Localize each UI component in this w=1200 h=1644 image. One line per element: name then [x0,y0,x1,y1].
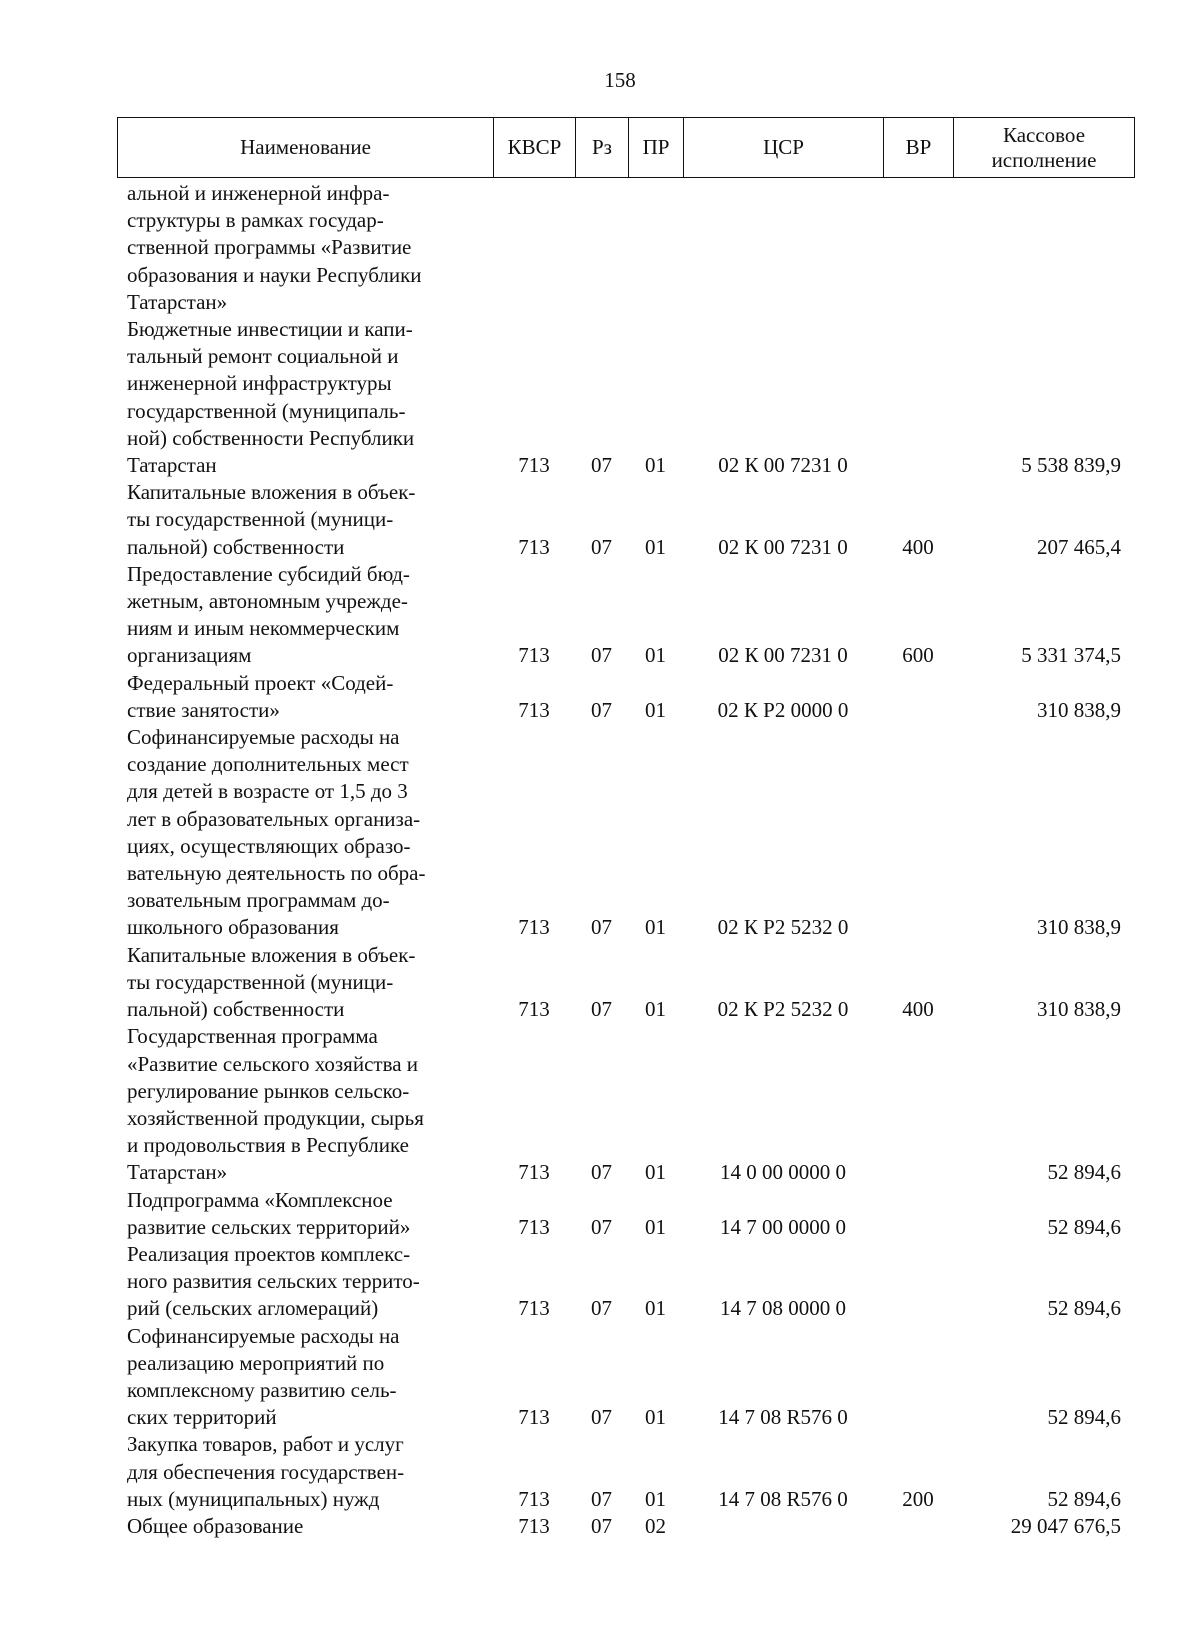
row-rz: 07 [591,643,612,668]
row-name [117,1187,493,1241]
row-kvsr: 713 [518,643,550,668]
table-row [117,1513,1133,1540]
row-csr: 02 К 00 7231 0 [718,643,848,668]
row-amount: 207 465,4 [1037,534,1121,559]
header-kassovoe-line-1: Кассовое [1002,122,1086,147]
row-name-line: организациям [127,643,252,668]
row-name-line: государственной (муниципаль- [127,398,406,423]
row-name-line: Общее образование [127,1513,304,1538]
row-csr: 14 7 08 0000 0 [720,1296,846,1321]
row-name-line: ниям и иным некоммерческим [127,616,400,641]
row-csr: 14 7 00 0000 0 [720,1214,846,1239]
row-pr: 02 [645,1513,666,1538]
row-name [117,316,493,479]
row-name [117,180,493,316]
row-rz: 07 [591,1160,612,1185]
row-kvsr: 713 [518,1160,550,1185]
table-row [117,1431,1133,1513]
row-amount: 5 538 839,9 [1021,453,1121,478]
row-name-line: хозяйственной продукции, сырья [127,1105,424,1130]
row-pr: 01 [645,697,666,722]
row-name-line: Татарстан [127,453,217,478]
row-pr: 01 [645,1214,666,1239]
row-name-line: Татарстан» [127,289,228,314]
row-name-line: ственной программы «Развитие [127,235,412,260]
row-name-line: ских территорий [127,1405,277,1430]
row-csr: 02 К Р2 5232 0 [717,915,849,940]
table-row [117,724,1133,942]
row-amount: 310 838,9 [1037,997,1121,1022]
row-name-line: зовательным программам до- [127,888,390,913]
row-name-line: Капитальные вложения в объек- [127,942,416,967]
row-name-line: альной и инженерной инфра- [127,181,390,205]
row-name-line: Бюджетные инвестиции и капи- [127,317,413,342]
row-name-line: Федеральный проект «Содей- [127,670,394,695]
table-header [117,117,1135,178]
row-rz: 07 [591,1513,612,1538]
row-name-line: инженерной инфраструктуры [127,371,392,396]
table-row [117,1187,1133,1241]
table-row [117,561,1133,670]
row-csr: 14 0 00 0000 0 [720,1160,846,1185]
table-row [117,670,1133,724]
row-kvsr: 713 [518,1486,550,1511]
row-name [117,1513,493,1540]
header-kassovoe-ispolnenie [954,118,1134,177]
row-name-line: вательную деятельность по обра- [127,861,426,886]
row-pr: 01 [645,1296,666,1321]
row-rz: 07 [591,915,612,940]
table-body [117,180,1133,1540]
table-row [117,1241,1133,1323]
row-name-line: регулирование рынков сельско- [127,1078,410,1103]
row-rz: 07 [591,997,612,1022]
table-row [117,180,1133,316]
row-name-line: жетным, автономным учрежде- [127,589,408,614]
row-name-line: Подпрограмма «Комплексное [127,1187,393,1212]
row-name-line: «Развитие сельского хозяйства и [127,1051,419,1076]
row-name-line: образования и науки Республики [127,262,422,287]
row-name-line: развитие сельских территорий» [127,1214,411,1239]
row-name-line: школьного образования [127,915,339,940]
row-kvsr: 713 [518,997,550,1022]
header-csr: ЦСР [684,118,884,177]
row-name [117,670,493,724]
row-name-line: Государственная программа [127,1024,378,1049]
row-amount: 52 894,6 [1047,1160,1121,1185]
row-name-line: лет в образовательных организа- [127,806,421,831]
row-name-line: и продовольствия в Республике [127,1133,409,1158]
row-name-line: Реализация проектов комплекс- [127,1241,411,1266]
row-csr: 14 7 08 R576 0 [718,1486,848,1511]
row-name-line: ных (муниципальных) нужд [127,1486,380,1511]
row-name-line: ного развития сельских террито- [127,1269,420,1294]
row-name-line: рий (сельских агломераций) [127,1296,379,1321]
table-row [117,316,1133,479]
header-rz: Рз [576,118,629,177]
row-name [117,1023,493,1186]
row-name [117,724,493,942]
row-pr: 01 [645,1160,666,1185]
header-name: Наименование [118,118,494,177]
header-vr: ВР [884,118,954,177]
row-amount: 52 894,6 [1047,1486,1121,1511]
row-kvsr: 713 [518,1513,550,1538]
header-kvsr: КВСР [494,118,576,177]
row-name [117,561,493,670]
row-name-line: ной) собственности Республики [127,425,415,450]
row-rz: 07 [591,1296,612,1321]
row-vr: 400 [902,997,934,1022]
row-name-line: пальной) собственности [127,997,345,1022]
row-pr: 01 [645,1486,666,1511]
row-name-line: Софинансируемые расходы на [127,725,400,750]
row-name-line: структуры в рамках государ- [127,208,384,233]
row-pr: 01 [645,1405,666,1430]
row-name-line: ствие занятости» [127,697,280,722]
row-amount: 310 838,9 [1037,697,1121,722]
row-pr: 01 [645,915,666,940]
row-name-line: реализацию мероприятий по [127,1350,385,1375]
row-name-line: пальной) собственности [127,534,345,559]
header-pr: ПР [629,118,684,177]
row-kvsr: 713 [518,697,550,722]
row-rz: 07 [591,1486,612,1511]
row-name-line: Татарстан» [127,1160,228,1185]
row-name-line: для детей в возрасте от 1,5 до 3 [127,779,408,804]
row-amount: 29 047 676,5 [1010,1513,1121,1538]
row-pr: 01 [645,643,666,668]
row-name [117,1323,493,1432]
row-name-line: Предоставление субсидий бюд- [127,561,410,586]
row-kvsr: 713 [518,1296,550,1321]
row-amount: 52 894,6 [1047,1214,1121,1239]
row-kvsr: 713 [518,453,550,478]
row-csr: 14 7 08 R576 0 [718,1405,848,1430]
row-rz: 07 [591,453,612,478]
row-name [117,942,493,1024]
row-amount: 52 894,6 [1047,1405,1121,1430]
row-pr: 01 [645,997,666,1022]
row-pr: 01 [645,534,666,559]
row-name [117,479,493,561]
row-csr: 02 К 00 7231 0 [718,453,848,478]
row-vr: 600 [902,643,934,668]
row-rz: 07 [591,534,612,559]
row-kvsr: 713 [518,534,550,559]
row-name-line: циях, осуществляющих образо- [127,833,411,858]
table-row [117,1023,1133,1186]
row-vr: 200 [902,1486,934,1511]
row-rz: 07 [591,697,612,722]
row-name-line: комплексному развитию сель- [127,1377,397,1402]
table-row [117,479,1133,561]
row-name [117,1241,493,1323]
row-csr: 02 К 00 7231 0 [718,534,848,559]
row-vr: 400 [902,534,934,559]
header-kassovoe-line-2: исполнение [991,147,1097,172]
row-name-line: Софинансируемые расходы на [127,1323,400,1348]
row-amount: 310 838,9 [1037,915,1121,940]
row-name-line: ты государственной (муници- [127,969,394,994]
row-amount: 5 331 374,5 [1021,643,1121,668]
row-kvsr: 713 [518,1405,550,1430]
row-name-line: создание дополнительных мест [127,752,409,777]
row-amount: 52 894,6 [1047,1296,1121,1321]
row-kvsr: 713 [518,915,550,940]
row-pr: 01 [645,453,666,478]
table-row [117,942,1133,1024]
row-name-line: ты государственной (муници- [127,507,394,532]
page-number: 158 [604,68,636,92]
row-name [117,1431,493,1513]
table-row [117,1323,1133,1432]
row-name-line: Капитальные вложения в объек- [127,480,416,505]
row-csr: 02 К Р2 5232 0 [717,997,849,1022]
row-kvsr: 713 [518,1214,550,1239]
row-name-line: Закупка товаров, работ и услуг [127,1432,404,1457]
row-rz: 07 [591,1214,612,1239]
row-name-line: для обеспечения государствен- [127,1459,405,1484]
row-name-line: тальный ремонт социальной и [127,344,399,369]
row-rz: 07 [591,1405,612,1430]
row-csr: 02 К Р2 0000 0 [717,697,849,722]
